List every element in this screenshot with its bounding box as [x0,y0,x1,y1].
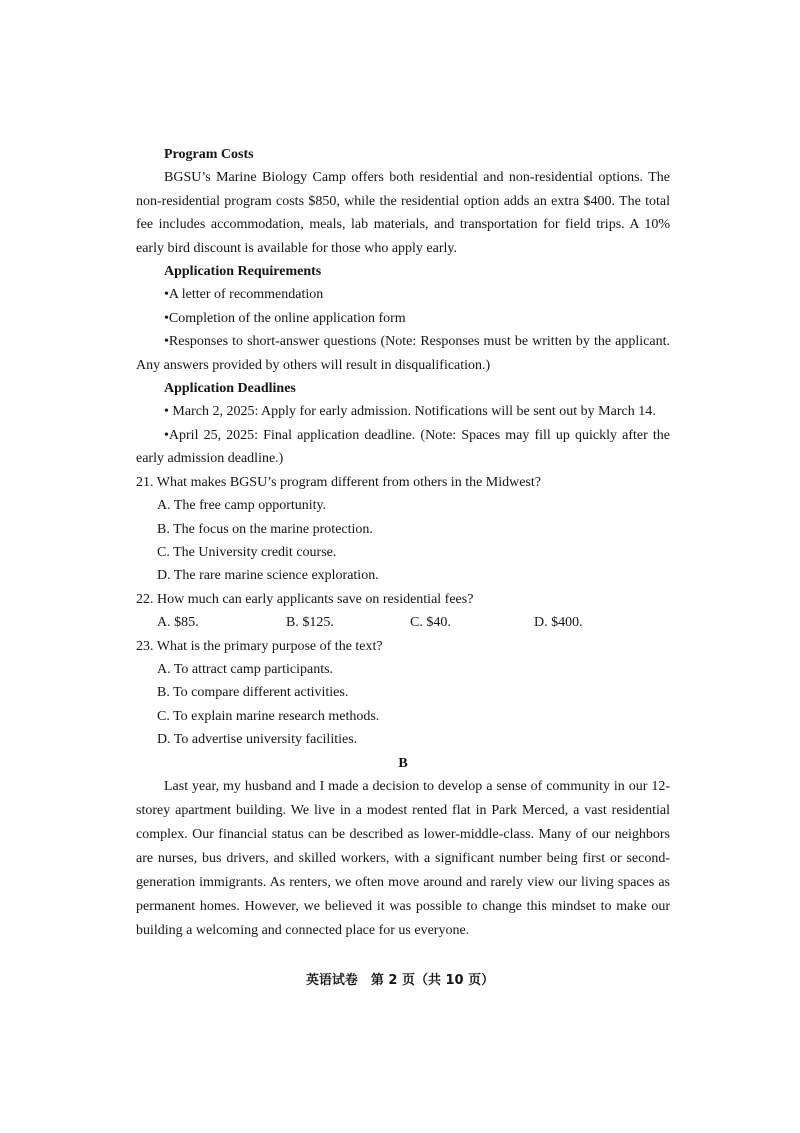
question-22-option-c: C. $40. [410,615,451,631]
question-23: 23. What is the primary purpose of the text? [136,638,383,654]
deadline-item: •April 25, 2025: Final application deadline. (Note: Spaces may fill up quickly after the early admission deadline.) [136,427,670,467]
exam-page [136,143,670,943]
question-22: 22. How much can early applicants save on residential fees? [136,591,474,607]
page-footer: 英语试卷 第 2 页（共 10 页） [305,973,495,988]
application-requirements-heading: Application Requirements [164,264,322,280]
question-21-option-d: D. The rare marine science exploration. [157,568,379,584]
question-23-option-c: C. To explain marine research methods. [157,708,380,724]
requirement-item: •Responses to short-answer questions (Note: Responses must be written by the applicant. Any answers provided by others will result in disqualification.) [136,334,670,373]
application-deadlines-heading: Application Deadlines [164,381,296,397]
question-22-options [136,611,670,634]
deadline-item: • March 2, 2025: Apply for early admission. Notifications will be sent out by March 14. [164,404,656,420]
question-23-option-d: D. To advertise university facilities. [157,732,358,748]
program-costs-heading: Program Costs [164,147,254,162]
question-23-option-a: A. To attract camp participants. [157,661,334,677]
question-21-option-b: B. The focus on the marine protection. [157,521,373,537]
question-23-option-b: B. To compare different activities. [157,685,349,701]
question-22-option-a: A. $85. [157,615,199,631]
question-22-option-d: D. $400. [534,615,583,631]
program-costs-paragraph: BGSU’s Marine Biology Camp offers both residential and non-residential options. The non-residential program costs $850, while the residential option adds an extra $400. The total fee includes accommodation, meals, lab materials, and transportation for field trips. A 10% early bird discount is available for those who apply early. [136,170,670,256]
question-21-option-a: A. The free camp opportunity. [157,498,327,514]
requirement-item: •A letter of recommendation [164,287,324,303]
section-b-paragraph: Last year, my husband and I made a decision to develop a sense of community in our 12-storey apartment building. We live in a modest rented flat in Park Merced, a vast residential complex. Our financial status can be described as lower-middle-class. Many of our neighbors are nurses, bus drivers, and skilled workers, with a significant number being first or second-generation immigrants. As renters, we often move around and rarely view our living spaces as permanent homes. However, we believed it was possible to change this mindset to make our building a welcoming and connected place for us everyone. [136,778,670,938]
question-21-option-c: C. The University credit course. [157,544,337,560]
question-22-option-b: B. $125. [286,615,334,631]
question-21: 21. What makes BGSU’s program different from others in the Midwest? [136,474,542,490]
requirement-item: •Completion of the online application form [164,310,406,326]
section-b-title: B [398,755,408,771]
